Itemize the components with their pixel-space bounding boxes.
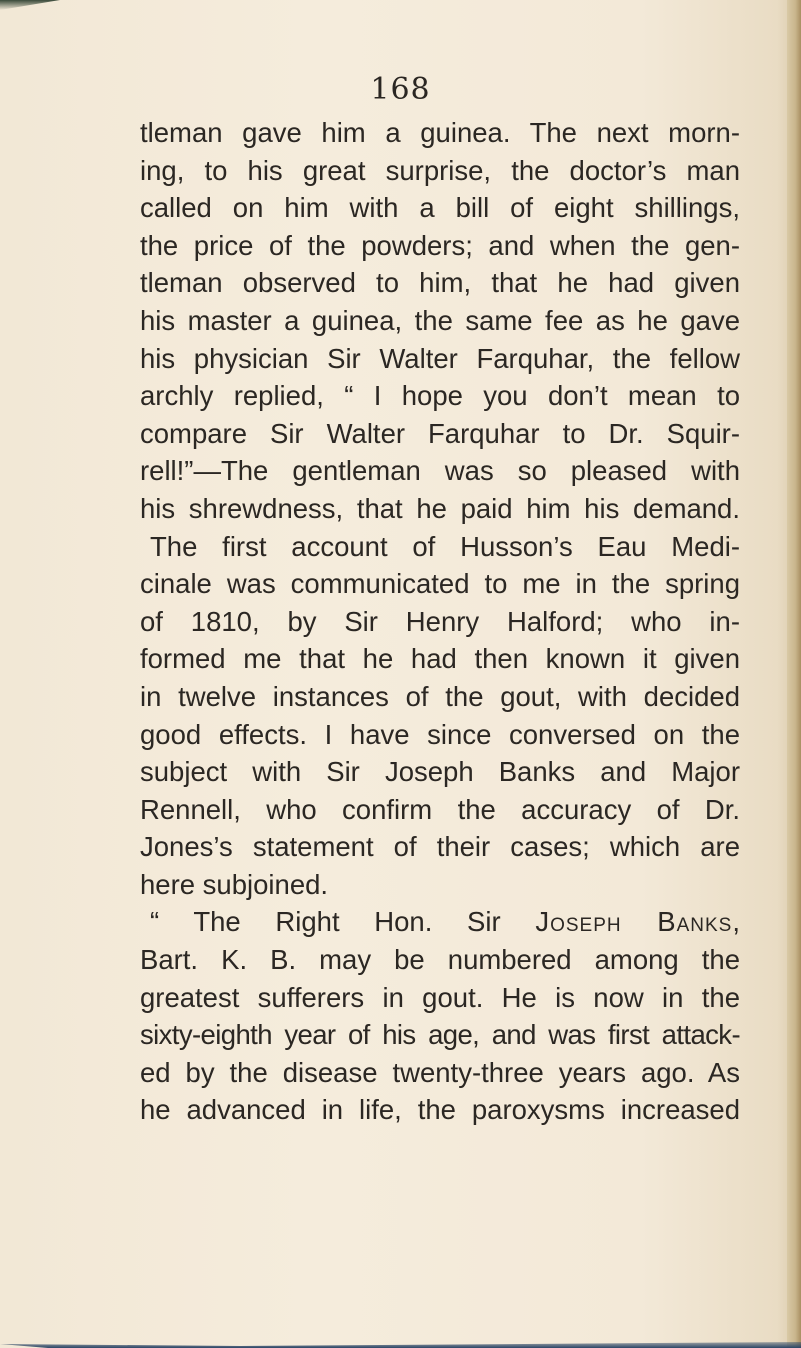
text-line: compare Sir Walter Farquhar to Dr. Squir- [140, 417, 740, 449]
text-line: sixty-eighth year of his age, and was first attack- [140, 1019, 740, 1051]
text-line: called on him with a bill of eight shillings, [140, 192, 740, 224]
text-line: his physician Sir Walter Farquhar, the fellow [140, 342, 740, 374]
text-line: greatest sufferers in gout. He is now in the [140, 981, 740, 1013]
text-line: Jones’s statement of their cases; which are [140, 831, 740, 863]
text-line: cinale was communicated to me in the spring [140, 568, 740, 600]
quote-comma: , [732, 906, 740, 938]
text-line: tleman gave him a guinea. The next morn- [140, 117, 740, 148]
text-line: archly replied, “ I hope you don’t mean to [140, 380, 740, 412]
text-line: good effects. I have since conversed on the [140, 718, 740, 750]
quote-opening: “ The Right Hon. Sir [150, 906, 536, 938]
text-line: he advanced in life, the paroxysms increased [140, 1094, 740, 1126]
text-line: of 1810, by Sir Henry Halford; who in- [140, 605, 740, 637]
page-bottom-edge [0, 1338, 801, 1348]
text-line: his shrewdness, that he paid him his demand. [140, 492, 740, 524]
text-line: his master a guinea, the same fee as he gave [140, 304, 740, 336]
body-text [140, 114, 740, 1129]
text-line: in twelve instances of the gout, with decided [140, 680, 740, 712]
page-edge [787, 0, 801, 1348]
paragraph-start-line [140, 903, 740, 941]
text-line: ing, to his great surprise, the doctor’s man [140, 154, 740, 186]
text-line: the price of the powders; and when the gen- [140, 229, 740, 261]
text-line: tleman observed to him, that he had given [140, 267, 740, 299]
page-number: 168 [370, 72, 431, 107]
paragraph-start-line: The first account of Husson’s Eau Medi- [150, 530, 740, 562]
small-caps-name: Joseph Banks [535, 906, 733, 938]
text-line: Bart. K. B. may be numbered among the [140, 944, 740, 976]
text-line: formed me that he had then known it given [140, 643, 740, 675]
text-line: here subjoined. [140, 868, 329, 900]
text-line: Rennell, who confirm the accuracy of Dr. [140, 793, 740, 825]
text-line: rell!”—The gentleman was so pleased with [140, 455, 740, 487]
page-corner-shadow [0, 0, 60, 10]
text-line: ed by the disease twenty-three years ago. As [140, 1056, 740, 1088]
text-line: subject with Sir Joseph Banks and Major [140, 756, 740, 788]
